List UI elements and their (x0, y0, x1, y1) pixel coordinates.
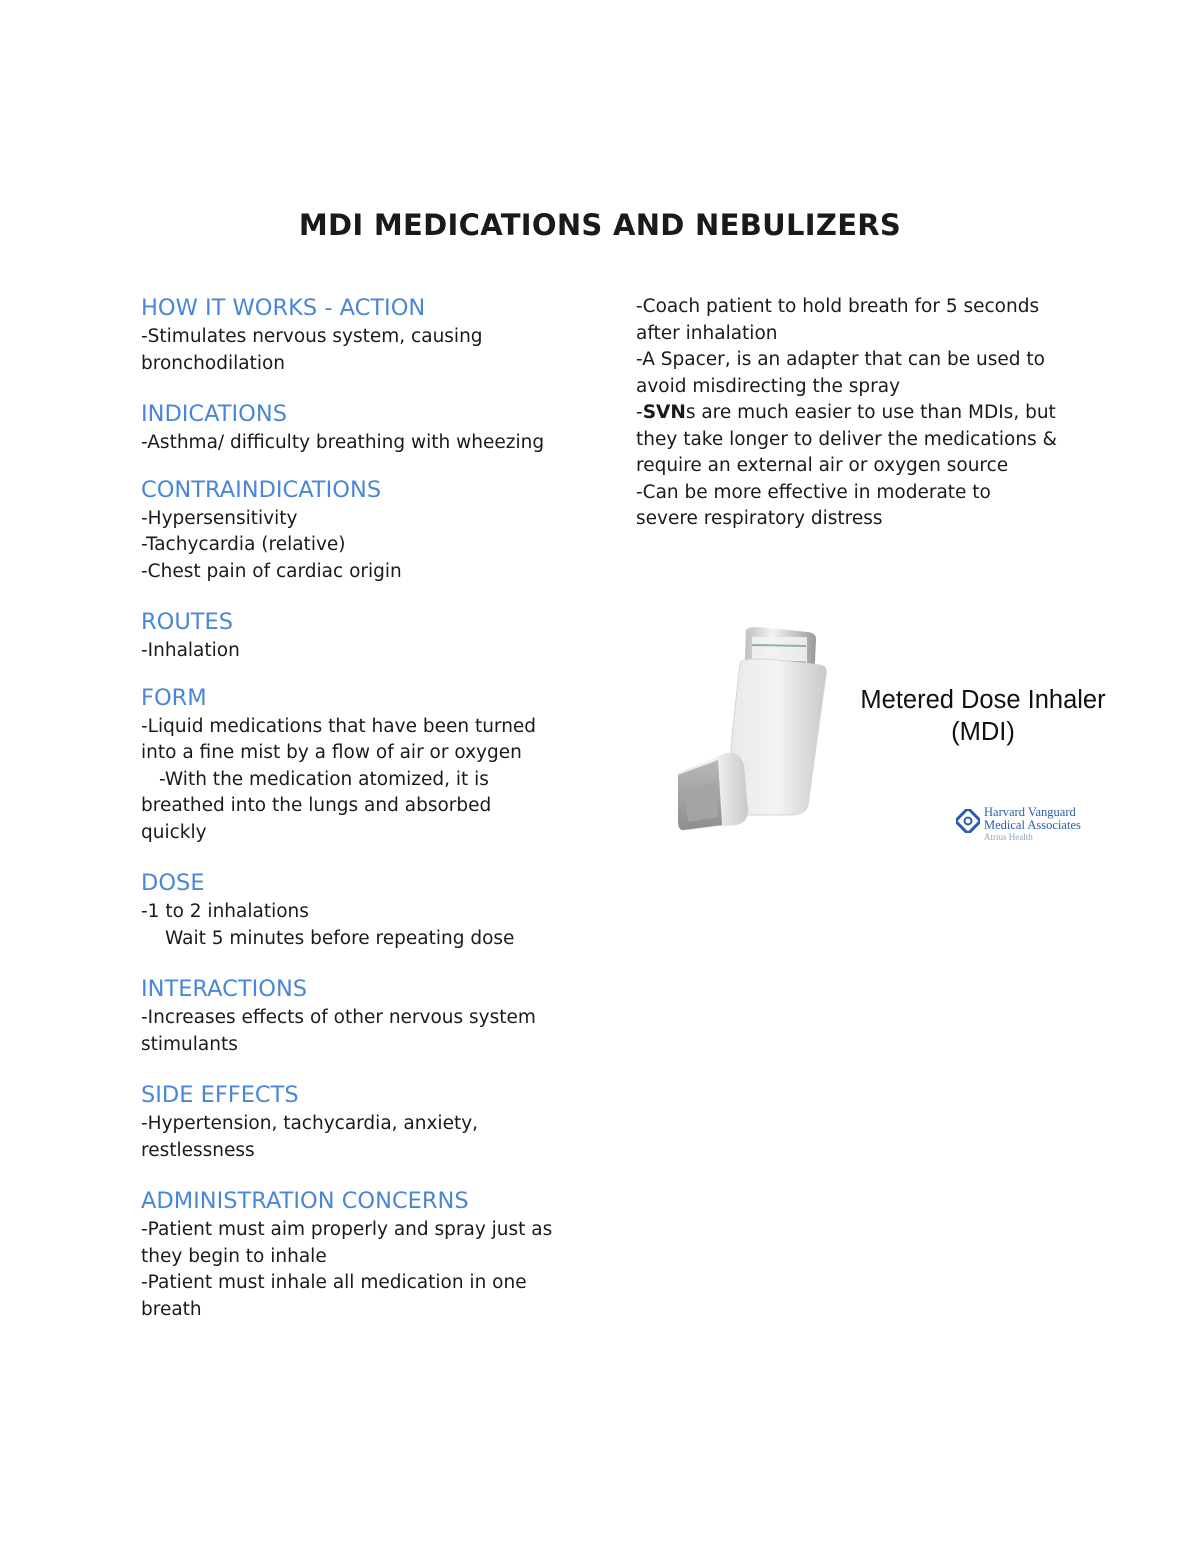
section-routes (141, 606, 581, 665)
section-line: -Hypersensitivity (141, 507, 298, 529)
left-column (141, 292, 581, 1344)
section-line: -Chest pain of cardiac origin (141, 560, 402, 582)
caption-line: (MDI) (951, 718, 1015, 746)
logo-text (984, 806, 1081, 844)
section-line: -Asthma/ difficulty breathing with wheezing (141, 432, 545, 453)
logo-icon (956, 809, 980, 833)
section-interactions (141, 973, 581, 1058)
section-line: -Patient must inhale all medication in one (141, 1272, 527, 1293)
section-line: -Patient must aim properly and spray just as (141, 1219, 553, 1240)
section-heading: SIDE EFFECTS (141, 1082, 299, 1108)
section-line: stimulants (141, 1033, 238, 1055)
right-column (636, 294, 1076, 533)
right-line: -Coach patient to hold breath for 5 seconds (636, 296, 1040, 317)
right-line: require an external air or oxygen source (636, 455, 1009, 476)
section-line: -Tachycardia (relative) (141, 534, 346, 555)
harvard-vanguard-logo (956, 806, 1116, 846)
right-line: -A Spacer, is an adapter that can be used to (636, 349, 1045, 370)
section-line: -Stimulates nervous system, causing (141, 326, 483, 347)
section-line: -Inhalation (141, 640, 240, 661)
svn-line (636, 400, 1076, 427)
section-heading: INTERACTIONS (141, 976, 308, 1002)
right-line: -Can be more effective in moderate to (636, 481, 991, 503)
section-line: bronchodilation (141, 352, 285, 374)
inhaler-icon (648, 625, 848, 840)
section-line: they begin to inhale (141, 1245, 327, 1267)
section-action (141, 292, 581, 377)
right-line: after inhalation (636, 322, 778, 344)
section-line: quickly (141, 821, 207, 843)
logo-line: Atrius Health (984, 832, 1033, 842)
section-heading: INDICATIONS (141, 401, 287, 427)
section-administration (141, 1185, 581, 1323)
section-line: -Liquid medications that have been turned (141, 715, 537, 737)
section-contraindications (141, 474, 581, 586)
svn-prefix: - (636, 402, 643, 423)
section-heading: HOW IT WORKS - ACTION (141, 295, 426, 321)
caption-line: Metered Dose Inhaler (860, 686, 1106, 714)
section-line: restlessness (141, 1139, 255, 1161)
section-line: Wait 5 minutes before repeating dose (165, 927, 515, 949)
section-indications (141, 398, 581, 457)
section-line: -Hypertension, tachycardia, anxiety, (141, 1113, 479, 1134)
svn-bold: SVN (642, 402, 686, 423)
page-title: MDI MEDICATIONS AND NEBULIZERS (298, 208, 902, 242)
logo-line: Harvard Vanguard (984, 805, 1076, 819)
section-line: -Increases effects of other nervous system (141, 1007, 536, 1028)
section-side-effects (141, 1079, 581, 1164)
section-dose (141, 867, 581, 952)
right-line: avoid misdirecting the spray (636, 375, 901, 397)
section-line: breathed into the lungs and absorbed (141, 795, 492, 816)
section-heading: ADMINISTRATION CONCERNS (141, 1188, 469, 1214)
section-line: -1 to 2 inhalations (141, 901, 309, 922)
section-heading: FORM (141, 684, 207, 711)
section-heading: CONTRAINDICATIONS (141, 476, 382, 503)
logo-line: Medical Associates (984, 817, 1081, 832)
right-line: they take longer to deliver the medications & (636, 428, 1057, 450)
section-line: breath (141, 1298, 202, 1320)
section-heading: ROUTES (141, 609, 234, 635)
section-line: into a fine mist by a flow of air or oxygen (141, 742, 522, 763)
figure-caption (838, 684, 1128, 748)
section-line: -With the medication atomized, it is (159, 768, 489, 790)
right-line: severe respiratory distress (636, 508, 883, 529)
section-form (141, 682, 581, 847)
svn-rest: s are much easier to use than MDIs, but (685, 402, 1056, 423)
section-heading: DOSE (141, 870, 205, 896)
